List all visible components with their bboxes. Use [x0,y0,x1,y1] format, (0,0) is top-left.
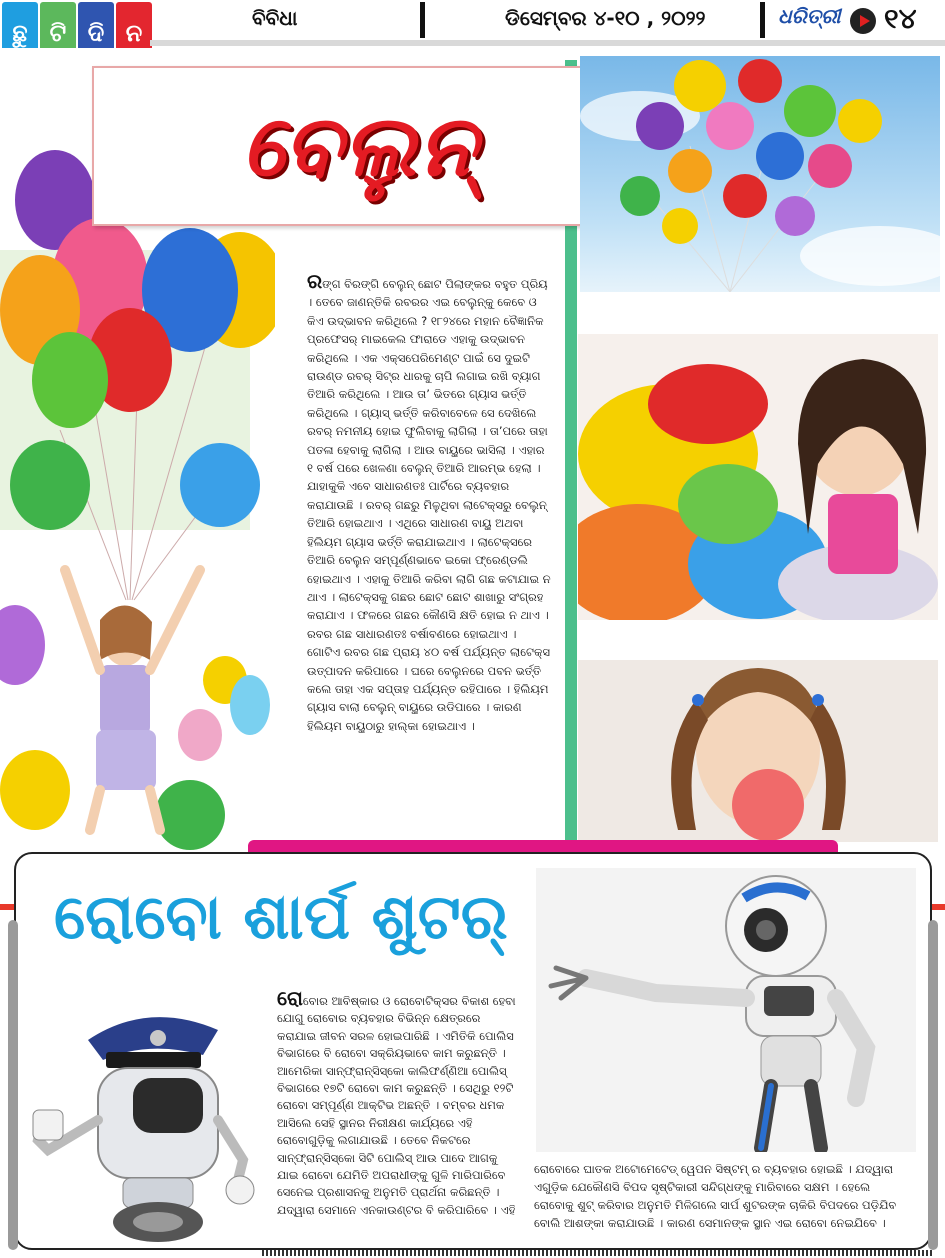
header-divider [420,2,425,38]
page-number: ୧୪ [884,2,917,35]
header-divider-2 [760,2,765,38]
bottom-rule [262,1250,932,1256]
balloon-drop-cap: ର [307,269,323,293]
issue-date: ଡିସେମ୍ବର ୪-୧୦ , ୨୦୨୨ [505,6,706,30]
balloon-body-text: ଙ୍ଗ ବିରଙ୍ଗି ବେଲୁନ୍ ଛୋଟ ପିଲାଙ୍କର ବହୁତ ପ୍ରିୟ । ତେବେ ଜାଣନ୍ତିକି ରବରର ଏଇ ବେଲୁନ୍କୁ କେବେ ଓ କିଏ ଉଦ୍ଭାବନ କରିଥିଲେ ? ୧୮୨୪ରେ ମହାନ ବୈଜ୍ଞାନିକ ପ୍ରଫେସର୍ ମାଇକେଲ ଫାରାଡେ ଏହାକୁ ଉଦ୍ଭାବନ କରିଥିଲେ । ଏକ ଏକ୍ସପେରିମେଣ୍ଟ ପାଇଁ ସେ ଦୁଇଟି ରାଉଣ୍ଡ ରବର୍ ସିଟ୍ର ଧାରକୁ ଚାପି ଲଗାଇ ରଖି ବ୍ୟାଗ ତିଆରି କରିଥିଲେ । ଆଉ ତା’ ଭିତରେ ଗ୍ୟାସ ଭର୍ତ୍ତି କରିଥିଲେ । ଗ୍ୟାସ୍ ଭର୍ତ୍ତି କରିବାବେଳେ ସେ ଦେଖିଲେ ରବର୍ ନମନୀୟ ହୋଇ ଫୁଲିବାକୁ ଲାଗିଲା । ତା’ପରେ ତାହା ପତଳା ହେବାକୁ ଲାଗିଲା । ଆଉ ବାୟୁରେ ଭାସିଲା । ଏହାର ୧ ବର୍ଷ ପରେ ଖେଳଣା ବେଲୁନ୍ ତିଆରି ଆରମ୍ଭ ହେଲା । ଯାହାକୁକି ଏବେ ସାଧାରଣତଃ ପାର୍ଟିରେ ବ୍ୟବହାର କରାଯାଉଛି । ରବର୍ ଗଛରୁ ମିଳୁଥିବା ଲାଟେକ୍ସରୁ ବେଲୁନ୍ ତିଆରି ହୋଇଥାଏ । ଏଥିରେ ସାଧାରଣ ବାୟୁ ଅଥବା ହିଲିୟମ ଗ୍ୟାସ ଭର୍ତ୍ତି କରାଯାଇଥାଏ । ଲାଟେକ୍ସରେ ତିଆରି ବେଲୁନ ସମ୍ପୂର୍ଣ୍ଣଭାବେ ଇକୋ ଫ୍ରେଣ୍ଡଲି ହୋଇଥାଏ । ଏହାକୁ ତିଆରି କରିବା ଲାଗି ଗଛ କଟାଯାଇ ନ ଥାଏ । ଲାଟେକ୍ସକୁ ଗଛର ଛୋଟ ଛୋଟ ଶାଖାରୁ ସଂଗ୍ରହ କରାଯାଏ । ଫଳରେ ଗଛର କୌଣସି କ୍ଷତି ହୋଇ ନ ଥାଏ । ରବର ଗଛ ସାଧାରଣତଃ ବର୍ଷାବଣରେ ହୋଇଥାଏ । ଗୋଟିଏ ରବର ଗଛ ପ୍ରାୟ ୪୦ ବର୍ଷ ପର୍ଯ୍ୟନ୍ତ ଲାଟେକ୍ସ ଉତ୍ପାଦନ କରିପାରେ । ଘରେ ବେଲୁନରେ ପବନ ଭର୍ତ୍ତି କଲେ ତାହା ଏକ ସପ୍ତାହ ପର୍ଯ୍ୟନ୍ତ ରହିପାରେ । ହିଲିୟମ ଗ୍ୟାସ ବାଲା ବେଲୁନ୍ ବାୟୁରେ ଉଡିପାରେ । କାରଣ ହିଲିୟମ ବାୟୁଠାରୁ ହାଲ୍କା ହୋଇଥାଏ । [307,277,551,733]
police-robot-image [28,1000,268,1245]
section-tile-1: ଛୁ [2,2,38,64]
play-icon [850,8,876,34]
section-divider-bar [248,840,838,852]
balloon-title-box [92,66,628,226]
section-name: ବିବିଧା [252,6,298,30]
girl-with-balloons-photo [578,334,938,620]
section-tile-3: ଦି [78,2,114,64]
sky-balloons-graphic [580,56,940,292]
sky-balloons-image [580,56,940,292]
right-edge-mark [932,904,945,910]
right-side-bar [928,920,938,1250]
girl-with-balloons-graphic [578,334,938,620]
robot-article-body [277,986,517,1219]
humanoid-robot-image [536,868,916,1152]
balloon-article-body [307,269,552,735]
robot-drop-cap: ରୋ [277,986,303,1010]
left-side-bar [8,920,18,1250]
newspaper-logo: ଧରିତ୍ରୀ [778,4,841,28]
balloons-girl-image [0,140,275,850]
balloon-title: ବେଲୁନ୍ [241,96,479,195]
header-rule [150,40,945,46]
girl-blowing-balloon-graphic [578,660,938,842]
section-tile-2: ଟି [40,2,76,64]
robot-caption: ରୋବୋରେ ଘାତକ ଅଟୋମେଟେଡ୍ ୱେପନ ସିଷ୍ଟମ୍ ର ବ୍ୟବହାର ହୋଇଛି । ଯଦ୍ୱାରା ଏଗୁଡ଼ିକ ଯେକୌଣସି ବିପଦ ସୃଷ୍ଟିକାରୀ ସନ୍ଦିଗ୍ଧଙ୍କୁ ମାରିବାରେ ସକ୍ଷମ । ହେଲେ ରୋବୋକୁ ଶୁଟ୍ କରିବାର ଅନୁମତି ମିଳିଗଲେ ସାର୍ପ ଶୁଟରଙ୍କ ଚାକିରି ବିପଦରେ ପଡ଼ିଯିବ ବୋଲି ଆଶଙ୍କା କରାଯାଉଛି । କାରଣ ସେମାନଙ୍କ ସ୍ଥାନ ଏଇ ରୋବୋ ନେଇଯିବେ । [534,1162,897,1230]
robot-title: ରୋବୋ ଶାର୍ପ ଶୁଟର୍ [54,880,508,953]
section-tile-4: ନ [116,2,152,64]
page-header [0,0,945,48]
robot-body-text: ବୋର ଆବିଷ୍କାର ଓ ରୋବୋଟିକ୍ସର ବିକାଶ ହେବା ଯୋଗୁ ରୋବୋର ବ୍ୟବହାର ବିଭିନ୍ନ କ୍ଷେତ୍ରରେ କରାଯାଇ ଜୀବନ ସରଳ ହୋଇପାରିଛି । ଏମିତିକି ପୋଲିସ ବିଭାଗରେ ବି ରୋବୋ ସକ୍ରିୟଭାବେ କାମ କରୁଛନ୍ତି । ଆମେରିକା ସାନ୍‌ଫ୍ରାନ୍ସିସ୍କୋ କାଲିଫର୍ଣ୍ଣିଆ ପୋଲିସ୍ ବିଭାଗରେ ୧୭ଟି ରୋବୋ କାମ କରୁଛନ୍ତି । ସେଥିରୁ ୧୨ଟି ରୋବୋ ସମ୍ପୂର୍ଣ୍ଣ ଆକ୍ଟିଭ ଅଛନ୍ତି । ବମ୍ବର ଧମକ ଆସିଲେ ସେହି ସ୍ଥାନର ନିରୀକ୍ଷଣ କାର୍ଯ୍ୟରେ ଏହି ରୋବୋଗୁଡ଼ିକୁ ଲଗାଯାଉଛି । ତେବେ ନିକଟରେ ସାନ୍‌ଫ୍ରାନ୍ସିସ୍କୋ ସିଟି ପୋଲିସ୍ ଆଉ ପାଦେ ଆଗକୁ ଯାଇ ରୋବୋ ଯେମିତି ଅପରାଧୀଙ୍କୁ ଗୁଳି ମାରିପାରିବେ ସେନେଇ ପ୍ରଶାସନକୁ ଅନୁମତି ପ୍ରାର୍ଥନା କରିଛନ୍ତି । ଯଦ୍ୱାରା ସେମାନେ ଏନକାଉଣ୍ଟର ବି କରିପାରିବେ । ଏହି [277,994,516,1217]
girl-blowing-balloon-photo [578,660,938,842]
